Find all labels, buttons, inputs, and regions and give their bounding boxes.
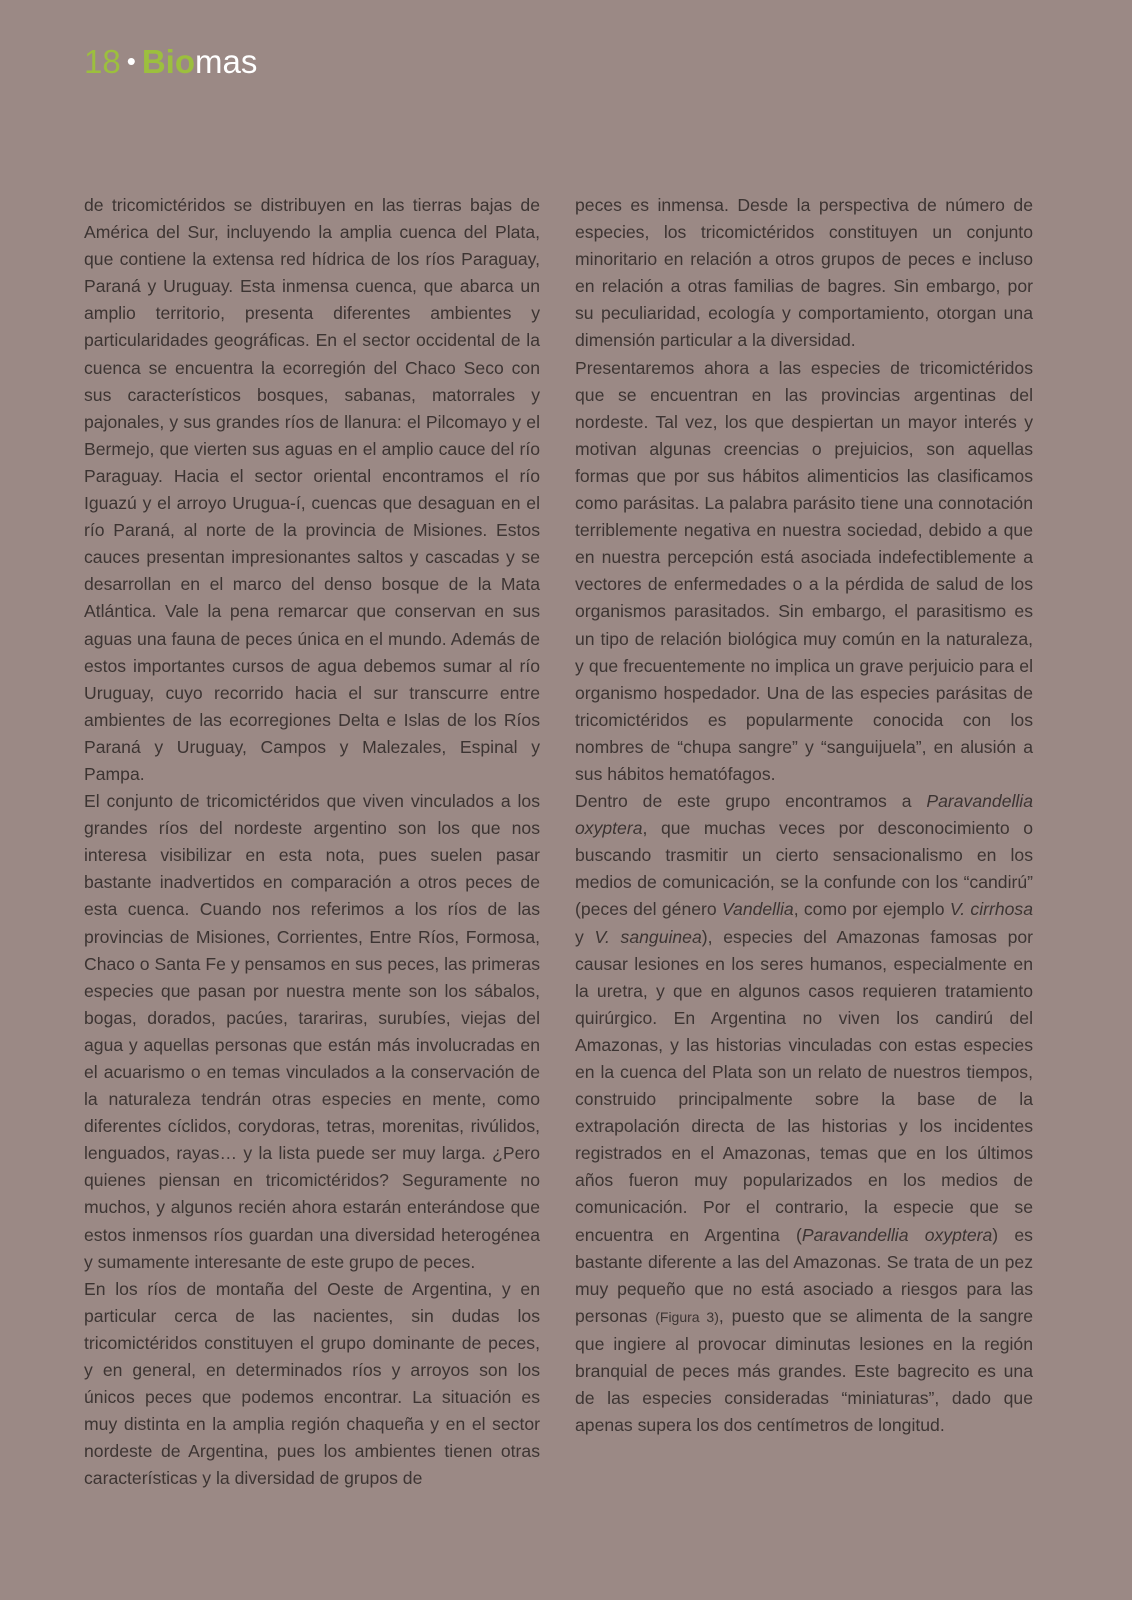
text-run: , puesto que se alimenta de la sangre que ingiere al provocar diminutas lesiones en la región branquial de peces más grandes. Este bagrecito es una de las especies consideradas “miniaturas”, dado que apenas supera los dos centímetros de longitud. <box>575 1305 1033 1436</box>
page-number: 18 <box>84 43 121 80</box>
paragraph <box>575 192 1033 355</box>
paragraph <box>575 355 1033 789</box>
paragraph <box>84 1276 540 1493</box>
brand-name-bold: Bio <box>141 43 195 80</box>
paragraph <box>84 788 540 1276</box>
text-column-right <box>575 192 1033 1439</box>
paragraph <box>84 192 540 788</box>
brand-name-light: mas <box>195 43 258 80</box>
italic-species-name: Paravandellia oxyptera <box>801 1224 993 1245</box>
text-run: de tricomictéridos se distribuyen en las tierras bajas de América del Sur, incluyendo la amplia cuenca del Plata, que contiene la extensa red hídrica de los ríos Paraguay, Paraná y Uruguay. Esta inmensa cuenca, que abarca un amplio territorio, presenta diferentes ambientes y particularidades geográficas. En el sector occidental de la cuenca se encuentra la ecorregión del Chaco Seco con sus característicos bosques, sabanas, matorrales y pajonales, y sus grandes ríos de llanura: el Pilcomayo y el Bermejo, que vierten sus aguas en el amplio cauce del río Paraguay. Hacia el sector oriental encontramos el río Iguazú y el arroyo Urugua-í, cuencas que desaguan en el río Paraná, al norte de la provincia de Misiones. Estos cauces presentan impresionantes saltos y cascadas y se desarrollan en el marco del denso bosque de la Mata Atlántica. Vale la pena remarcar que conservan en sus aguas una fauna de peces única en el mundo. Además de estos importantes cursos de agua debemos sumar al río Uruguay, cuyo recorrido hacia el sur transcurre entre ambientes de las ecorregiones Delta e Islas de los Ríos Paraná y Uruguay, Campos y Malezales, Espinal y Pampa. <box>84 195 540 784</box>
italic-species-name: V. sanguinea <box>594 926 702 947</box>
text-run: En los ríos de montaña del Oeste de Argentina, y en particular cerca de las nacientes, sin dudas los tricomictéridos constituyen el grupo dominante de peces, y en general, en determinados ríos y arroyos son los únicos peces que podemos encontrar. La situación es muy distinta en la amplia región chaqueña y en el sector nordeste de Argentina, pues los ambientes tienen otras características y la diversidad de grupos de <box>84 1278 540 1489</box>
text-run: Presentaremos ahora a las especies de tricomictéridos que se encuentran en las provincias argentinas del nordeste. Tal vez, los que despiertan un mayor interés y motivan algunas creencias o prejuicios, son aquellas formas que por sus hábitos alimenticios las clasificamos como parásitas. La palabra parásito tiene una connotación terriblemente negativa en nuestra sociedad, debido a que en nuestra percepción está asociada indefectiblemente a vectores de enfermedades o a la pérdida de salud de los organismos parasitados. Sin embargo, el parasitismo es un tipo de relación biológica muy común en la naturaleza, y que frecuentemente no implica un grave perjuicio para el organismo hospedador. Una de las especies parásitas de tricomictéridos es popularmente conocida con los nombres de “chupa sangre” y “sanguijuela”, en alusión a sus hábitos hematófagos. <box>575 357 1033 784</box>
header-separator-dot: • <box>126 46 136 76</box>
figure-reference: (Figura 3) <box>655 1308 719 1325</box>
italic-species-name: Vandellia <box>721 899 794 920</box>
italic-species-name: Paravandellia oxyptera <box>575 791 1033 839</box>
text-run: , que muchas veces por desconocimiento o buscando trasmitir un cierto sensacionalismo en los medios de comunicación, se la confunde con los “candirú” (peces del género <box>575 818 1033 920</box>
italic-species-name: V. cirrhosa <box>949 899 1033 920</box>
page-header <box>84 42 257 84</box>
text-run: peces es inmensa. Desde la perspectiva de número de especies, los tricomictéridos constituyen un conjunto minoritario en relación a otros grupos de peces e incluso en relación a otras familias de bagres. Sin embargo, por su peculiaridad, ecología y comportamiento, otorgan una dimensión particular a la diversidad. <box>575 195 1033 351</box>
text-run: El conjunto de tricomictéridos que viven vinculados a los grandes ríos del nordeste argentino son los que nos interesa visibilizar en esta nota, pues suelen pasar bastante inadvertidos en comparación a otros peces de esta cuenca. Cuando nos referimos a los ríos de las provincias de Misiones, Corrientes, Entre Ríos, Formosa, Chaco o Santa Fe y pensamos en sus peces, las primeras especies que pasan por nuestra mente son los sábalos, bogas, dorados, pacúes, tarariras, surubíes, viejas del agua y aquellas personas que están más involucradas en el acuarismo o en temas vinculados a la conservación de la naturaleza tendrán otras especies en mente, como diferentes cíclidos, corydoras, tetras, morenitas, rivúlidos, lenguados, rayas… y la lista puede ser muy larga. ¿Pero quienes piensan en tricomictéridos? Seguramente no muchos, y algunos recién ahora estarán enterándose que estos inmensos ríos guardan una diversidad heterogénea y sumamente interesante de este grupo de peces. <box>84 791 540 1272</box>
text-run: ), especies del Amazonas famosas por causar lesiones en los seres humanos, especialmente en la uretra, y que en algunos casos requieren tratamiento quirúrgico. En Argentina no viven los candirú del Amazonas, y las historias vinculadas con estas especies en la cuenca del Plata son un relato de nuestros tiempos, construido principalmente sobre la base de la extrapolación directa de las historias y los incidentes registrados en el Amazonas, temas que en los últimos años fueron muy popularizados en los medios de comunicación. Por el contrario, la especie que se encuentra en Argentina ( <box>575 926 1034 1245</box>
text-run: Dentro de este grupo encontramos a <box>575 791 927 812</box>
text-run: ) es bastante diferente a las del Amazonas. Se trata de un pez muy pequeño que no está asociado a riesgos para las personas <box>575 1224 1033 1326</box>
text-run: y <box>575 926 595 947</box>
text-column-left <box>84 192 540 1493</box>
paragraph <box>575 788 1033 1439</box>
text-run: , como por ejemplo <box>793 899 950 920</box>
